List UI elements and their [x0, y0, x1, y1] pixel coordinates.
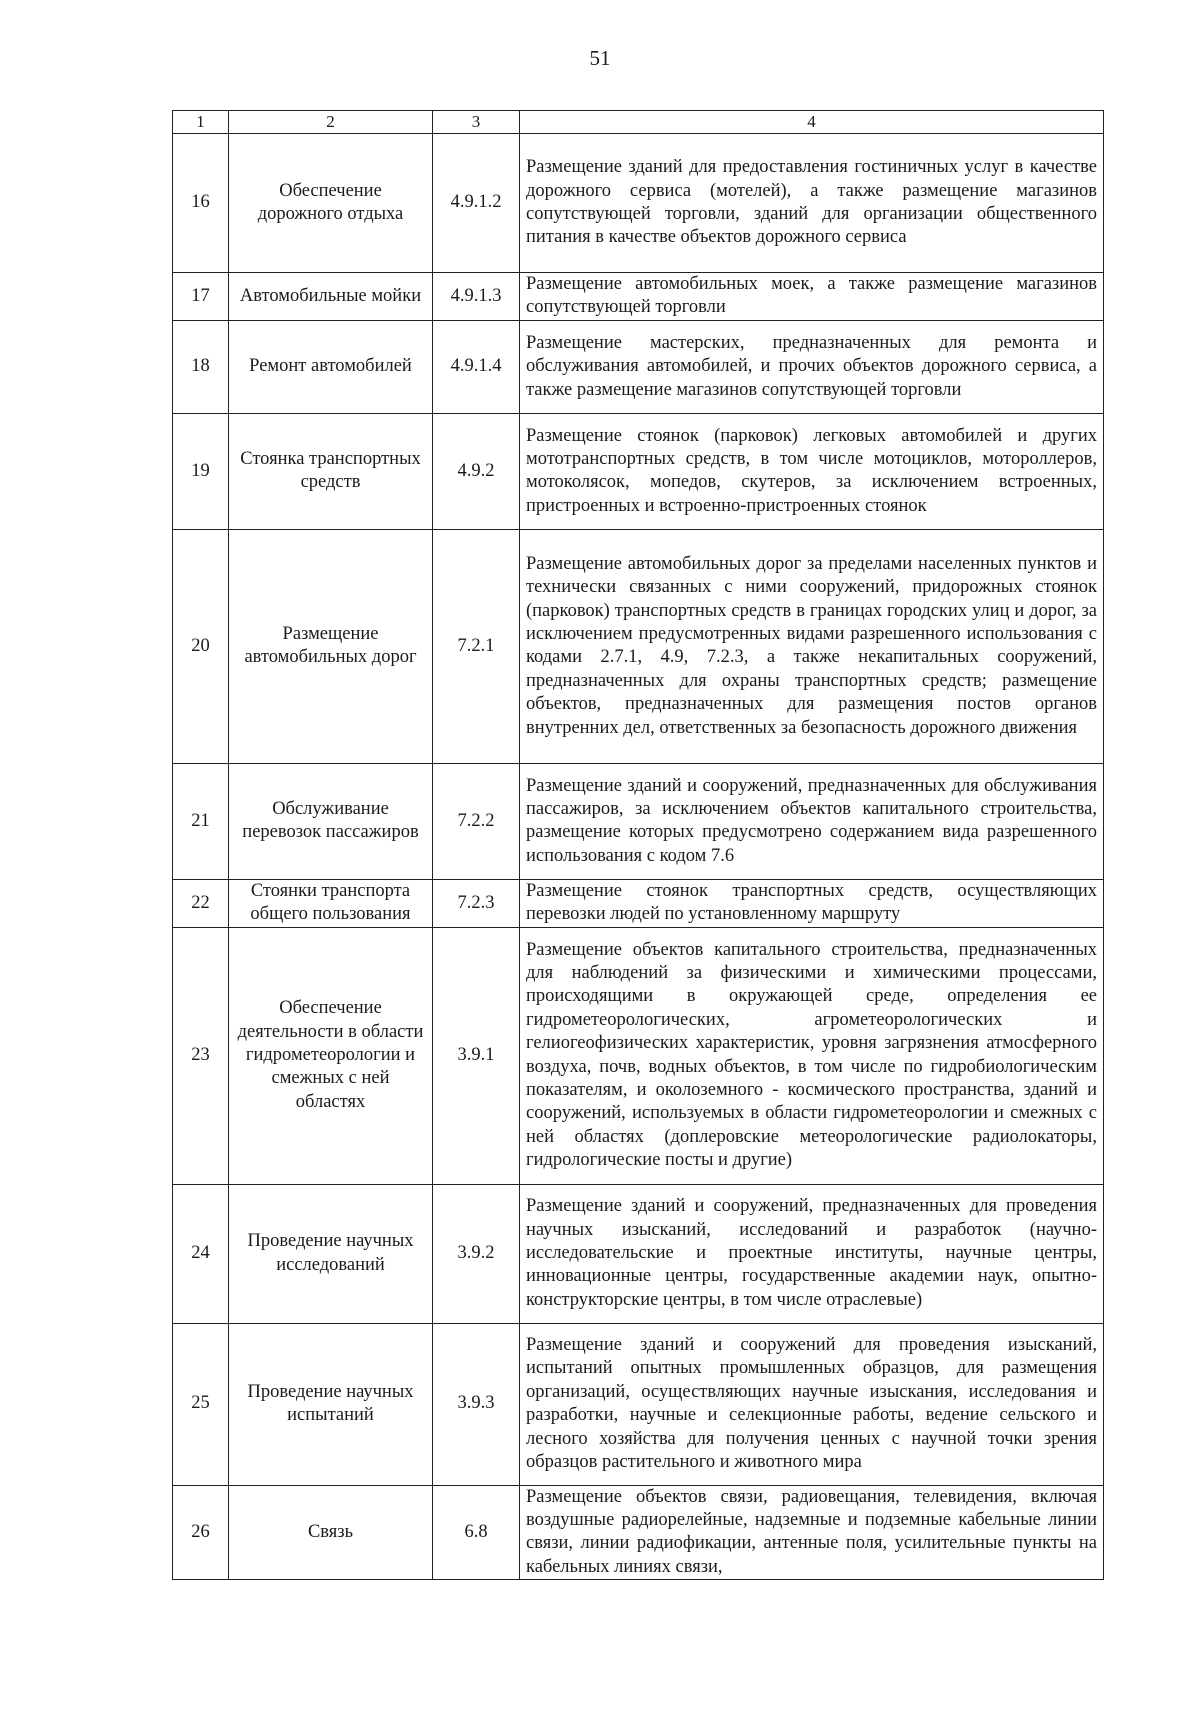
row-number: 24: [173, 1184, 229, 1323]
row-number: 20: [173, 529, 229, 763]
row-code: 3.9.1: [433, 927, 520, 1184]
row-code: 4.9.1.2: [433, 134, 520, 273]
table-row: [173, 1323, 1104, 1485]
row-number: 22: [173, 879, 229, 927]
row-name: Обеспечение дорожного отдыха: [229, 134, 433, 273]
row-number: 19: [173, 413, 229, 529]
row-name: Автомобильные мойки: [229, 273, 433, 321]
table-row: [173, 879, 1104, 927]
row-description: Размещение стоянок транспортных средств, осуществляющих перевозки людей по установленному маршруту: [520, 879, 1104, 927]
row-code: 7.2.2: [433, 763, 520, 879]
row-description: Размещение мастерских, предназначенных для ремонта и обслуживания автомобилей, и прочих объектов дорожного сервиса, а также размещение магазинов сопутствующей торговли: [520, 320, 1104, 413]
row-number: 25: [173, 1323, 229, 1485]
table-row: [173, 927, 1104, 1184]
land-use-table: [172, 110, 1104, 1580]
header-col-2: 2: [229, 111, 433, 134]
row-description: Размещение автомобильных моек, а также размещение магазинов сопутствующей торговли: [520, 273, 1104, 321]
row-code: 7.2.1: [433, 529, 520, 763]
row-code: 7.2.3: [433, 879, 520, 927]
table-row: [173, 529, 1104, 763]
row-name: Размещение автомобильных дорог: [229, 529, 433, 763]
row-number: 17: [173, 273, 229, 321]
table-row: [173, 273, 1104, 321]
row-description: Размещение зданий и сооружений, предназначенных для проведения научных изысканий, исследований и разработок (научно-исследовательские и проектные институты, научные центры, инновационные центры, государственные академии наук, опытно-конструкторские центры, в том числе отраслевые): [520, 1184, 1104, 1323]
row-number: 18: [173, 320, 229, 413]
table-header-row: [173, 111, 1104, 134]
table-row: [173, 763, 1104, 879]
row-description: Размещение стоянок (парковок) легковых автомобилей и других мототранспортных средств, в том числе мотоциклов, мотороллеров, мотоколясок, мопедов, скутеров, за исключением встроенных, пристроенных и встроенно-пристроенных стоянок: [520, 413, 1104, 529]
page-number: 51: [589, 46, 611, 70]
row-number: 16: [173, 134, 229, 273]
row-name: Обслуживание перевозок пассажиров: [229, 763, 433, 879]
row-name: Связь: [229, 1485, 433, 1580]
row-code: 4.9.1.3: [433, 273, 520, 321]
row-description: Размещение объектов связи, радиовещания, телевидения, включая воздушные радиорелейные, надземные и подземные кабельные линии связи, линии радиофикации, антенные поля, усилительные пункты на кабельных линиях связи,: [520, 1485, 1104, 1580]
header-col-1: 1: [173, 111, 229, 134]
table-row: [173, 320, 1104, 413]
row-code: 3.9.2: [433, 1184, 520, 1323]
row-description: Размещение зданий и сооружений, предназначенных для обслуживания пассажиров, за исключением объектов капитального строительства, размещение которых предусмотрено содержанием вида разрешенного использования с кодом 7.6: [520, 763, 1104, 879]
header-col-4: 4: [520, 111, 1104, 134]
row-code: 4.9.2: [433, 413, 520, 529]
row-code: 6.8: [433, 1485, 520, 1580]
table-row: [173, 1485, 1104, 1580]
row-description: Размещение зданий и сооружений для проведения изысканий, испытаний опытных промышленных образцов, для размещения организаций, осуществляющих научные изыскания, исследования и разработки, научные и селекционные работы, ведение сельского и лесного хозяйства для получения ценных с научной точки зрения образцов растительного и животного мира: [520, 1323, 1104, 1485]
row-name: Обеспечение деятельности в области гидрометеорологии и смежных с ней областях: [229, 927, 433, 1184]
table-row: [173, 413, 1104, 529]
row-description: Размещение зданий для предоставления гостиничных услуг в качестве дорожного сервиса (мотелей), а также размещение магазинов сопутствующей торговли, зданий для организации общественного питания в качестве объектов дорожного сервиса: [520, 134, 1104, 273]
row-number: 21: [173, 763, 229, 879]
row-name: Ремонт автомобилей: [229, 320, 433, 413]
row-number: 26: [173, 1485, 229, 1580]
row-name: Проведение научных испытаний: [229, 1323, 433, 1485]
row-description: Размещение объектов капитального строительства, предназначенных для наблюдений за физическими и химическими процессами, происходящими в окружающей среде, определения ее гидрометеорологических, агрометеорологических и гелиогеофизических характеристик, уровня загрязнения атмосферного воздуха, почв, водных объектов, в том числе по гидробиологическим показателям, и околоземного - космического пространства, зданий и сооружений, используемых в области гидрометеорологии и смежных с ней областях (доплеровские метеорологические радиолокаторы, гидрологические посты и другие): [520, 927, 1104, 1184]
row-number: 23: [173, 927, 229, 1184]
table-row: [173, 1184, 1104, 1323]
row-code: 4.9.1.4: [433, 320, 520, 413]
row-description: Размещение автомобильных дорог за пределами населенных пунктов и технически связанных с ними сооружений, придорожных стоянок (парковок) транспортных средств в границах городских улиц и дорог, за исключением предусмотренных видами разрешенного использования с кодами 2.7.1, 4.9, 7.2.3, а также некапитальных сооружений, предназначенных для охраны транспортных средств; размещение объектов, предназначенных для размещения постов органов внутренних дел, ответственных за безопасность дорожного движения: [520, 529, 1104, 763]
row-name: Проведение научных исследований: [229, 1184, 433, 1323]
row-code: 3.9.3: [433, 1323, 520, 1485]
row-name: Стоянка транспортных средств: [229, 413, 433, 529]
row-name: Стоянки транспорта общего пользования: [229, 879, 433, 927]
header-col-3: 3: [433, 111, 520, 134]
table-row: [173, 134, 1104, 273]
